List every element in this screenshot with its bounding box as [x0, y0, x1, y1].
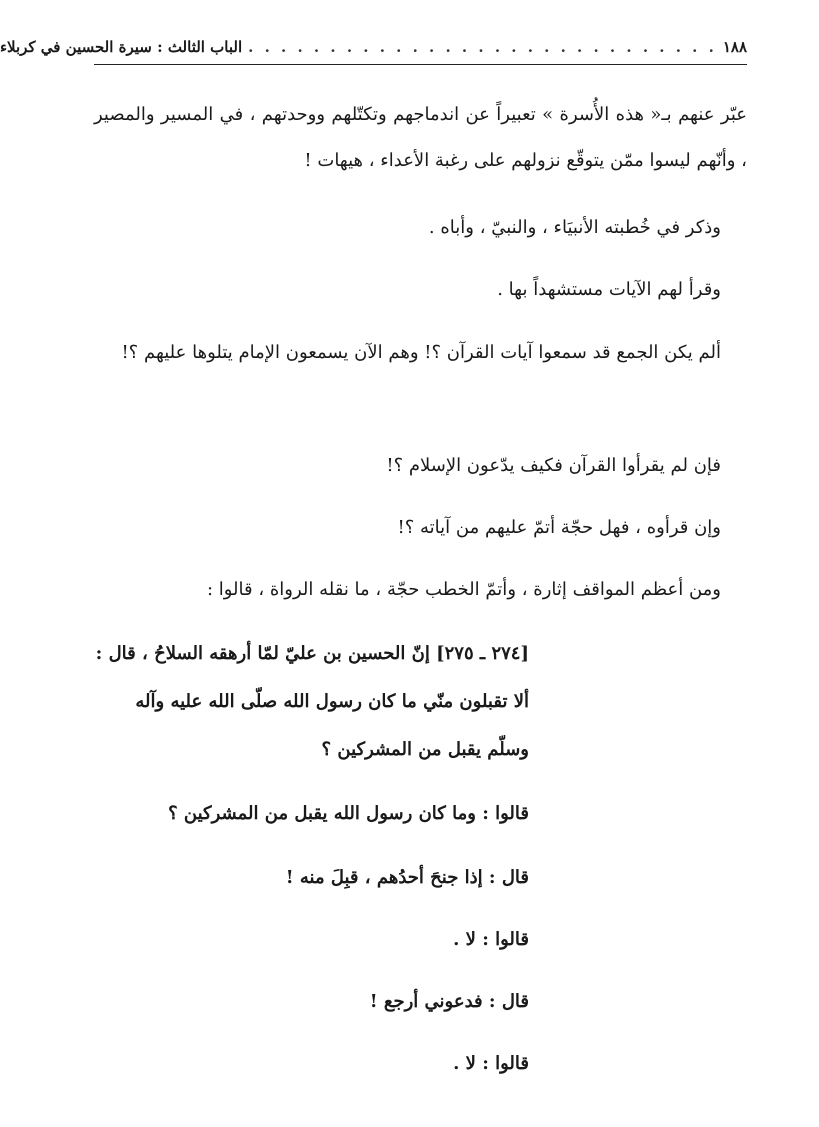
narration-block — [94, 1040, 529, 1088]
paragraph: عبّر عنهم بـ« هذه الأُسرة » تعبيراً عن اندماجهم وتكتّلهم ووحدتهم ، في المسير والمصير ، وأنّهم ليسوا ممّن يتوقّع نزولهم على رغبة الأعداء ، هيهات ! — [94, 104, 747, 171]
body-paragraph-2 — [94, 206, 747, 250]
paragraph: وذكر في خُطبته الأنبيَاء ، والنبيّ ، وأباه . — [428, 217, 721, 238]
body-paragraph-6 — [94, 506, 747, 550]
paragraph: ومن أعظم المواقف إثارة ، وأتمّ الخطب حجّة ، ما نقله الرواة ، قالوا : — [206, 579, 721, 600]
body-paragraph-5 — [94, 444, 747, 488]
body-paragraph-1 — [94, 92, 747, 184]
narration-line: قال : فدعوني أرجع ! — [369, 991, 529, 1012]
narration-line: قالوا : لا . — [453, 929, 529, 950]
narration-line: [٢٧٤ ـ ٢٧٥] إنّ الحسين بن عليّ لمّا أرهقه السلاحُ ، قال : ألا تقبلون منّي ما كان رسول الله صلّى الله عليه وآله وسلّم يقبل من المشركين ؟ — [95, 643, 529, 760]
running-header — [0, 30, 747, 65]
body-paragraph-7 — [94, 568, 747, 612]
page-number: ١٨٨ — [722, 38, 747, 56]
narration-block — [94, 916, 529, 964]
narration-block — [94, 978, 529, 1026]
paragraph: وقرأ لهم الآيات مستشهداً بها . — [497, 279, 721, 300]
paragraph: وإن قرأوه ، فهل حجّة أتمّ عليهم من آياته ؟! — [397, 517, 721, 538]
header-leader-dots: . . . . . . . . . . . . . . . . . . . . . . . . . . . . . — [248, 38, 717, 56]
narration-line: قالوا : وما كان رسول الله يقبل من المشركين ؟ — [168, 803, 529, 824]
narration-line: قال : إذا جنحَ أحدُهم ، قبِلَ منه ! — [285, 867, 529, 888]
paragraph: ألم يكن الجمع قد سمعوا آيات القرآن ؟! وهم الآن يسمعون الإمام يتلوها عليهم ؟! — [121, 342, 721, 363]
paragraph: فإن لم يقرأوا القرآن فكيف يدّعون الإسلام ؟! — [386, 455, 721, 476]
narration-line: قالوا : لا . — [453, 1053, 529, 1074]
narration-block — [94, 790, 529, 838]
chapter-title: الباب الثالث : سيرة الحسين في كربلاء — [0, 38, 243, 56]
body-paragraph-3 — [94, 268, 747, 312]
narration-block — [94, 630, 529, 774]
body-paragraph-4 — [94, 330, 747, 376]
narration-block — [94, 854, 529, 902]
